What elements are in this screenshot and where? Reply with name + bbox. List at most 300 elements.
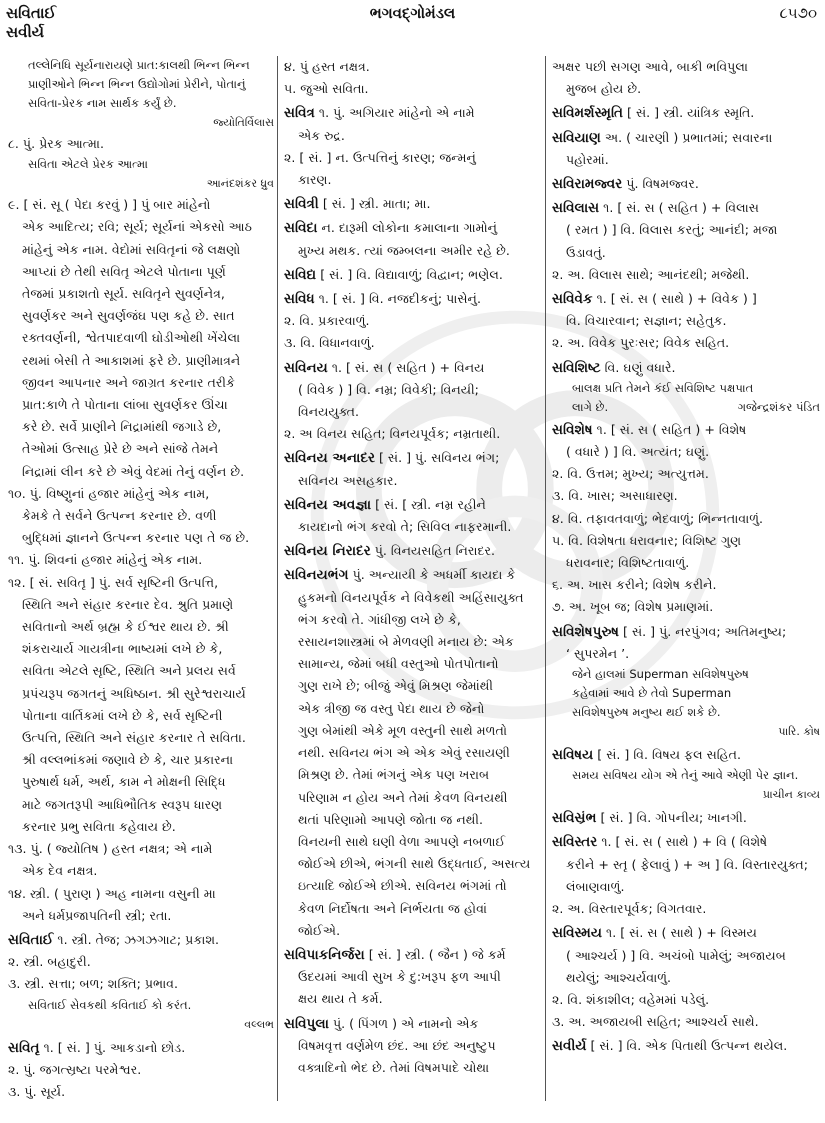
dictionary-column-middle (284, 56, 540, 1079)
text-line (284, 875, 540, 897)
headword: સવિતૃ (8, 1039, 40, 1056)
headword: સવિપાકનિર્જરા (284, 946, 365, 963)
text-line (552, 508, 820, 530)
definition-text: ૪. પું હસ્ત નક્ષત્ર. (284, 59, 370, 74)
text-line (284, 609, 540, 631)
text-line (284, 423, 540, 445)
dictionary-entry (284, 217, 540, 261)
sense-definition (552, 56, 820, 100)
quote-text: લાગે છે. (572, 399, 609, 414)
definition-text: ૧. [ સં. સ ( સાથે ) + વિસ્મય (602, 925, 757, 941)
text-line (8, 56, 274, 75)
definition-text: મુખ્ય મથક. ત્યાં જમ્બલના અમીર રહે છે. (298, 242, 510, 258)
definition-text: ૬. અ. ખાસ કરીને; વિશેષ કરીને. (552, 577, 717, 593)
definition-text: ગુણ રાખે છે; બીજું એવું મિશ્રણ જેમાંથી (298, 678, 494, 694)
definition-text: ( વધારે ) ] વિ. અત્યંત; ઘણું. (566, 444, 710, 460)
definition-text: એક આદિત્ય; રવિ; સૂર્ય; સૂર્યનાં એકસો આઠ (22, 219, 252, 235)
dictionary-entry (552, 173, 820, 195)
definition-text: ૧. [ સં. સ ( સાથે ) + વિ ( વિશેષે (597, 834, 768, 850)
quotation (552, 766, 820, 785)
sense-definition (552, 596, 820, 618)
text-line (8, 461, 274, 483)
text-line (284, 447, 540, 469)
text-line (284, 898, 540, 920)
definition-text: ૯. [ સં. સૂ ( પેદા કરવું ) ] પું બાર માંહેનો (8, 197, 211, 213)
text-line (8, 860, 274, 882)
text-line (284, 631, 540, 653)
definition-text: ૧૪. સ્ત્રી. ( પુરાણ ) અહ નામના વસુની મા (8, 885, 216, 901)
text-line (552, 922, 820, 944)
definition-text: સવિતાનો અર્થ બ્રહ્મ કે ઈશ્વર થાય છે. શ્રી (22, 619, 229, 635)
definition-text: થતાં પરિણામો આપણે જોતા જ નથી. (298, 811, 483, 827)
dictionary-entry (284, 357, 540, 424)
definition-text: સવિતાઈ સેવકથી કવિતાઈ કો કરંત. (28, 997, 192, 1012)
page-number: ૮૫૭૦ (779, 4, 817, 22)
text-line (8, 794, 274, 816)
sense-definition (8, 1081, 274, 1103)
text-line (8, 416, 274, 438)
text-line (284, 698, 540, 720)
definition-text: શ્રી વલ્લભાંકમાં જણાવે છે કે, ચાર પ્રકારના (22, 752, 234, 768)
sense-definition (8, 883, 274, 927)
text-line (8, 905, 274, 927)
definition-text: સવિશેષપુરુષ મનુષ્ય થઈ શકે છે. (572, 705, 721, 720)
definition-text: પરિણામ ન હોય અને તેમાં કેવળ વિનયથી (298, 789, 508, 805)
definition-text: રક્તવર્ણની, શ્વેતપાદવાળી ઘોડીઓથી ખેંચેલા (22, 330, 241, 346)
text-line (552, 552, 820, 574)
sense-definition (284, 56, 540, 78)
quotation (8, 155, 274, 174)
definition-text: સમય સવિષય યોગ એ તેનું આવે એણી પેર જ્ઞાન. (572, 768, 799, 783)
text-line (284, 720, 540, 742)
definition-text: ૨. અ વિનય સહિત; વિનયપૂર્વક; નમ્રતાથી. (284, 426, 501, 442)
text-line (552, 744, 820, 766)
text-line (8, 951, 274, 973)
dictionary-entry (552, 127, 820, 171)
text-line (552, 485, 820, 507)
text-line (284, 56, 540, 78)
dictionary-entry (552, 288, 820, 332)
dictionary-entry (284, 288, 540, 310)
sense-definition (552, 1011, 820, 1033)
definition-text: ૧૨. [ સં. સવિતૃ ] પું. સર્વ સૃષ્ટિની ઉત્પત્તિ, (8, 574, 219, 590)
quotation (8, 56, 274, 113)
text-line (284, 675, 540, 697)
text-line (284, 193, 540, 215)
headword: સવિનય નિરાદર (284, 543, 371, 560)
text-line (284, 1013, 540, 1035)
definition-text: કરે છે. સર્વે પ્રાણીને નિદ્રામાંથી જગાડે છે, (22, 419, 222, 435)
text-line (284, 1035, 540, 1057)
definition-text: [ સં. ] વિ. વિદ્યાવાળું; વિદ્વાન; ભણેલ. (316, 266, 503, 282)
text-line (284, 764, 540, 786)
text-line (8, 616, 274, 638)
sense-definition (8, 951, 274, 973)
dictionary-entry (552, 197, 820, 264)
text-line (284, 357, 540, 379)
quotation (8, 996, 274, 1015)
definition-text: નથી. સવિનય ભંગ એ એક એવું રસાયણી (298, 745, 510, 761)
text-line (8, 438, 274, 460)
definition-text: અને ધર્મપ્રજાપતિની સ્ત્રી; રતા. (22, 907, 172, 923)
definition-text: ૩. અ. અજાયબી સહિત; આશ્ચર્ય સાથે. (552, 1014, 759, 1030)
text-line (552, 807, 820, 829)
headword: સવિષય (552, 747, 594, 764)
text-line (8, 705, 274, 727)
definition-text: વક્ત્રાદિનો ભેદ છે. તેમાં વિષમપાદે ચોથા (298, 1059, 490, 1075)
definition-text: એક દેવ નક્ષત્ર. (22, 863, 98, 879)
text-line (284, 809, 540, 831)
text-line (284, 653, 540, 675)
definition-text: ૫. જુઓ સવિતા. (284, 81, 369, 97)
definition-text: માંહેનું એક નામ. વેદોમાં સવિતૃનાં જે લક્ષણો (22, 241, 241, 257)
dictionary-entry (284, 944, 540, 1011)
text-line (552, 1035, 820, 1057)
definition-text: સવિતા-પ્રેરક નામ સાર્થક કર્યું છે. (28, 96, 177, 110)
definition-text: [ સં. ] વિ. એક પિતાથી ઉત્પન્ન થયેલ. (586, 1038, 788, 1054)
text-line (552, 332, 820, 354)
definition-text: ૧. [ સં. સ ( સહિત ) + વિશેષ (592, 421, 747, 437)
definition-text: ૮. પું. પ્રેરક આત્મા. (8, 136, 104, 151)
text-line (284, 853, 540, 875)
definition-text: ૨. સ્ત્રી. બહાદુરી. (8, 954, 91, 970)
dictionary-entry (552, 744, 820, 766)
headword: સવિલાસ (552, 200, 600, 217)
sense-definition (8, 1059, 274, 1081)
definition-text: ધરાવનાર; વિશિષ્ટતાવાળું. (566, 555, 690, 571)
citation-source: પારિ. કોષ (778, 725, 820, 739)
headword: સવિનય (284, 359, 328, 376)
definition-text: ( આશ્ચર્ય ) ] વિ. અચંબો પામેલું; અજાયબ (566, 947, 786, 963)
headword: સવિયાણ (552, 129, 601, 146)
headword: સવિનય અવજ્ઞા (284, 496, 372, 513)
text-line (8, 305, 274, 327)
text-line (552, 463, 820, 485)
dictionary-entry (552, 357, 820, 379)
definition-text: જોઈએ છીએ, ભંગની સાથે ઉદ્ધતાઈ, અસત્ય (298, 856, 531, 872)
dictionary-entry (284, 264, 540, 286)
text-line (8, 394, 274, 416)
definition-text: મુજબ હોય છે. (566, 81, 642, 97)
definition-text: ( રમત ) ] વિ. વિલાસ કરતું; આનંદી; મજા (566, 222, 778, 238)
sense-definition (552, 530, 820, 574)
text-line (8, 94, 274, 113)
text-line (8, 1037, 274, 1059)
definition-text: ભંગ કરવો તે. ગાંધીજી લખે છે કે, (298, 611, 461, 627)
definition-text: ૨. વિ. ઉત્તમ; મુખ્ય; અત્યુત્તમ. (552, 466, 709, 482)
definition-text: પું. ( પિંગળ ) એ નામનો એક (328, 1015, 479, 1031)
text-line (552, 898, 820, 920)
text-line (8, 283, 274, 305)
definition-text: ૩. વિ. વિધાનવાળું. (284, 335, 375, 351)
text-line (8, 216, 274, 238)
definition-text: પુરુષાર્થ ધર્મ, અર્થ, કામ ને મોક્ષની સિદ્ધિ (22, 774, 226, 790)
dictionary-entry (284, 540, 540, 562)
definition-text: એક રુદ્ર. (298, 127, 345, 143)
headword: સવિતાઈ (8, 931, 54, 948)
citation-source: ગજેન્દ્રશંકર પંડિત (737, 399, 820, 414)
text-line (552, 766, 820, 785)
text-line (552, 621, 820, 643)
text-line (552, 1011, 820, 1033)
sense-definition (552, 574, 820, 596)
text-line (284, 516, 540, 538)
text-line (284, 470, 540, 492)
definition-text: ૭. અ. ખૂબ જ; વિશેષ પ્રમાણમાં. (552, 599, 714, 615)
definition-text: પહોરમાં. (566, 151, 609, 167)
text-line (284, 147, 540, 169)
dictionary-entry (284, 564, 540, 941)
text-line (552, 574, 820, 596)
text-line (8, 133, 274, 155)
dictionary-entry (552, 922, 820, 989)
definition-text: ૨. વિ. શંકાશીલ; વહેમમાં પડેલું. (552, 991, 710, 1007)
definition-text: ૧૦. પું. વિષ્ણુનાં હજાર માંહેનું એક નામ, (8, 485, 210, 501)
guide-word-last: સવીર્ય (6, 23, 45, 41)
text-line (284, 264, 540, 286)
sense-definition (284, 310, 540, 332)
definition-text: પું. વિનયસહિત નિરાદર. (370, 543, 496, 559)
text-line (8, 996, 274, 1015)
text-line (552, 854, 820, 876)
text-line (552, 989, 820, 1011)
dictionary-entry (284, 447, 540, 491)
text-line (284, 240, 540, 262)
definition-text: ૨. વિ. પ્રકારવાળું. (284, 313, 370, 329)
definition-text: ૨. અ. વિવેક પુરઃસર; વિવેક સહિત. (552, 335, 730, 351)
definition-text: આપ્યાં છે તેથી સવિતૃ એટલે પોતાના પૂર્ણ (22, 263, 226, 279)
definition-text: બુદ્ધિમાં જ્ઞાનને ઉત્પન્ન કરનાર પણ તે જ છે. (22, 530, 250, 546)
definition-text: ગુણ બેમાંથી એકે મૂળ વસ્તુની સાથે મળતો (298, 722, 508, 738)
text-line (552, 945, 820, 967)
definition-text: લંબાણવાળું. (566, 878, 625, 894)
sense-definition (284, 332, 540, 354)
dictionary-entry (284, 193, 540, 215)
definition-text: ૧. [ સં. સ ( સાથે ) + વિવેક ) ] (592, 291, 757, 307)
quote-line (552, 398, 820, 417)
definition-text: સવિતા એટલે સૃષ્ટિ, સ્થિતિ અને પ્રલય સર્વ (22, 663, 236, 679)
text-line (284, 540, 540, 562)
text-line (552, 530, 820, 552)
definition-text: ૨. અ. વિસ્તારપૂર્વક; વિગતવાર. (552, 901, 707, 917)
guide-word-first: સવિતાઈ (6, 4, 57, 22)
text-line (8, 327, 274, 349)
definition-text: કેમકે તે સર્વને ઉત્પન્ન કરનાર છે. વળી (22, 508, 217, 524)
text-line (8, 75, 274, 94)
definition-text: [ સં. ] વિ. વિષય ફલ સહિત. (593, 747, 741, 763)
definition-text: સ્થિતિ અને સંહાર કરનાર દેવ. શ્રુતિ પ્રમાણે (22, 596, 234, 612)
definition-text: કાયદાનો ભંગ કરવો તે; સિવિલ નાફરમાની. (298, 519, 512, 535)
definition-text: ન. દારૂમી લોકોના કમાલાના ગામોનું (317, 220, 498, 236)
headword: સવિવેક (552, 291, 593, 308)
dictionary-entry (552, 621, 820, 665)
headword: સવિદા (284, 220, 318, 237)
text-line (552, 876, 820, 898)
text-line (552, 264, 820, 286)
sense-definition (284, 423, 540, 445)
dictionary-entry (552, 831, 820, 898)
sense-definition (552, 463, 820, 485)
text-line (284, 920, 540, 942)
headword: સવિદ્ય (284, 266, 317, 283)
definition-text: હુકમનો વિનયપૂર્વક ને વિવેકથી અહિંસાયુક્ત (298, 589, 524, 605)
dictionary-entry (8, 1037, 274, 1059)
definition-text: પ્રાત:કાળે તે પોતાના લાંબા સુવર્ણકર ઊંચા (22, 397, 228, 413)
headword: સવિધ (284, 291, 315, 308)
text-line (284, 831, 540, 853)
definition-text: ૩. વિ. ખાસ; અસાધારણ. (552, 488, 678, 504)
text-line (284, 564, 540, 586)
text-line (8, 973, 274, 995)
text-line (8, 572, 274, 594)
definition-text: ૧. [ સં. ] પું. આકડાનો છોડ. (39, 1039, 186, 1055)
text-line (284, 169, 540, 191)
text-line (552, 357, 820, 379)
definition-text: ઇત્યાદિ જોઈએ છીએ. સવિનય ભંગમાં તો (298, 878, 507, 894)
text-line (284, 988, 540, 1010)
definition-text: એક ત્રીજી જ વસ્તુ પેદા થાય છે જેનો (298, 700, 485, 716)
text-line (552, 310, 820, 332)
quotation (552, 665, 820, 722)
text-line (284, 102, 540, 124)
text-line (8, 771, 274, 793)
text-line (8, 1059, 274, 1081)
citation-source: આનંદશંકર ધ્રુવ (206, 177, 274, 191)
text-line (552, 703, 820, 722)
dictionary-entry (552, 102, 820, 124)
text-line (552, 684, 820, 703)
text-line (284, 944, 540, 966)
text-line (552, 441, 820, 463)
text-line (284, 1057, 540, 1079)
definition-text: ૨. પું. જગત્સ્રષ્ટા પરમેશ્વર. (8, 1061, 142, 1077)
definition-text: પું. વિષમજ્વર. (622, 176, 699, 192)
definition-text: કારણ. (298, 172, 332, 188)
definition-text: ઉદયમાં આવી સુખ કે દુ:ખરૂપ ફળ આપી (298, 969, 501, 985)
text-line (8, 372, 274, 394)
definition-text: [ સં. ] સ્ત્રી. માતા; મા. (318, 196, 431, 212)
text-line (552, 596, 820, 618)
text-line (8, 155, 274, 174)
definition-text: તલ્લેનિધિ સૂર્યનારાયણે પ્રાત:કાલથી ભિન્ન ભિન્ન (28, 58, 250, 72)
definition-text: ૧. [ સં. સ ( સહિત ) + વિલાસ (599, 200, 759, 216)
dictionary-column-right (552, 56, 820, 1058)
definition-text: ‘ સુપરમેન ’. (566, 645, 630, 661)
definition-text: વિ. ઘણું વધારે. (600, 359, 676, 375)
definition-text: સુવર્ણકર અને સુવર્ણજંઘ પણ કહે છે. સાત (22, 308, 235, 324)
text-line (8, 929, 274, 951)
definition-text: ( વિવેક ) ] વિ. નમ્ર; વિવેકી; વિનયી; (298, 381, 479, 397)
definition-text: ૧. પું. અગિયાર માંહેનો એ નામે (314, 105, 475, 121)
definition-text: ૧. [ સં. ] વિ. નજદીકનું; પાસેનું. (314, 291, 481, 307)
dictionary-entry (552, 807, 820, 829)
text-line (284, 966, 540, 988)
text-line (552, 127, 820, 149)
sense-definition (552, 989, 820, 1011)
text-line (552, 173, 820, 195)
quotation (552, 379, 820, 398)
column-divider (545, 56, 546, 1101)
definition-text: વિ. વિચારવાન; સજ્ઞાન; સહેતુક. (566, 313, 727, 329)
text-line (552, 197, 820, 219)
definition-text: ૩. સ્ત્રી. સત્તા; બળ; શક્તિ; પ્રભાવ. (8, 976, 179, 992)
text-line (284, 787, 540, 809)
text-line (8, 549, 274, 571)
text-line (552, 831, 820, 853)
definition-text: અક્ષર પછી સગણ આવે, બાકી ભવિપુલા (552, 59, 748, 74)
sense-definition (552, 264, 820, 286)
definition-text: તેજમાં પ્રકાશતો સૂર્ય. સવિતૃને સુવર્ણનેત્ર, (22, 286, 225, 302)
dictionary-entry (284, 494, 540, 538)
headword: સવિપુલા (284, 1015, 329, 1032)
headword: સવિશિષ્ટ (552, 359, 601, 376)
column-divider (277, 56, 278, 1101)
text-line (8, 883, 274, 905)
headword: સવિનય અનાદર (284, 450, 375, 467)
text-line (8, 638, 274, 660)
sense-definition (8, 572, 274, 838)
text-line (8, 483, 274, 505)
text-line (552, 78, 820, 100)
text-line (8, 1081, 274, 1103)
definition-text: વિષમવૃત્ત વર્ણમેળ છંદ. આ છંદ અનુષ્ટુપ (298, 1037, 496, 1053)
sense-definition (8, 549, 274, 571)
text-line (552, 379, 820, 398)
citation-source: પ્રાચીન કાવ્ય (762, 788, 820, 802)
text-line (552, 242, 820, 264)
definition-text: વિનયયુક્ત. (298, 404, 359, 420)
sense-definition (8, 483, 274, 550)
definition-text: ૧. સ્ત્રી. તેજ; ઝગઝગાટ; પ્રકાશ. (53, 931, 220, 947)
dictionary-entry (552, 1035, 820, 1057)
sense-definition (284, 147, 540, 191)
text-line (8, 350, 274, 372)
text-line (284, 78, 540, 100)
definition-text: ૫. વિ. વિશેષતા ધરાવનાર; વિશિષ્ટ ગુણ (552, 532, 742, 548)
text-line (552, 219, 820, 241)
sense-definition (552, 508, 820, 530)
definition-text: ૧૧. પું. શિવનાં હજાર માંહેનું એક નામ. (8, 552, 203, 568)
text-line (284, 401, 540, 423)
sense-definition (8, 973, 274, 995)
text-line (8, 261, 274, 283)
definition-text: [ સં. [ સ્ત્રી. નમ્ર રહીને (371, 496, 486, 512)
definition-text: કહેવામાં આવે છે તેવો Superman (572, 686, 732, 701)
definition-text: [ સં. ] પું. સવિનય ભંગ; (374, 450, 500, 466)
sense-definition (552, 898, 820, 920)
text-line (8, 505, 274, 527)
text-line (8, 838, 274, 860)
headword: સવિમર્શસ્મૃતિ (552, 105, 624, 122)
text-line (552, 102, 820, 124)
definition-text: પું. અન્યાયી કે અધર્મી કાયદા કે (348, 567, 516, 583)
definition-text: ૩. પું. સૂર્ય. (8, 1083, 66, 1099)
definition-text: ક્ષય થાય તે કર્મ. (298, 991, 383, 1007)
text-line (284, 742, 540, 764)
definition-text: જેને હાલમાં Superman સવિશેષપુરુષ (572, 667, 749, 682)
headword: સવિરામજ્વર (552, 176, 623, 193)
definition-text: [ સં. ] સ્ત્રી. ( જૈન ) જે કર્મ (364, 946, 506, 962)
definition-text: ૨. અ. વિલાસ સાથે; આનંદથી; મજેથી. (552, 266, 750, 282)
sense-definition (552, 332, 820, 354)
definition-text: જીવન આપનાર અને જાગ્રત કરનાર તરીકે (22, 374, 235, 390)
headword: સવિશેષ (552, 421, 593, 438)
definition-text: રસાયનશાસ્ત્રમાં બે મેળવણી મનાય છે: એક (298, 634, 514, 650)
text-line (552, 665, 820, 684)
sense-definition (552, 485, 820, 507)
definition-text: સવિતા એટલે પ્રેરક આત્મા (28, 157, 148, 172)
definition-text: કરીને + સ્તૃ ( ફેલાવું ) + અ ] વિ. વિસ્તારયુક્ત; (566, 856, 808, 872)
